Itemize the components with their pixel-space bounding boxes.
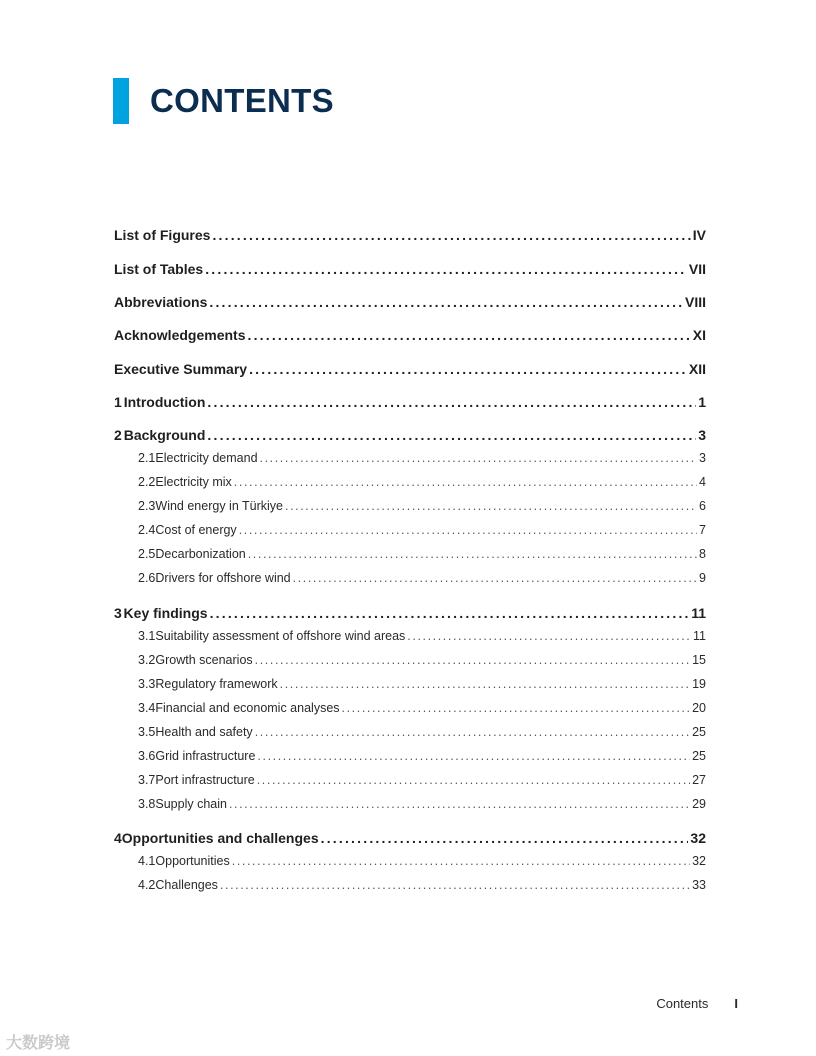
toc-entry-number: 3	[114, 605, 122, 621]
toc-entry-page: 27	[692, 773, 706, 787]
toc-subsection-entry[interactable]	[114, 797, 706, 811]
toc-entry-page: 4	[699, 475, 706, 489]
dot-leader	[229, 797, 690, 811]
toc-entry-number: 2.3	[138, 499, 156, 513]
dot-leader	[220, 878, 690, 892]
toc-section-entry[interactable]	[114, 605, 706, 621]
toc-entry-label: Drivers for offshore wind	[155, 571, 291, 585]
dot-leader	[205, 261, 687, 277]
toc-subsection-entry[interactable]	[114, 475, 706, 489]
toc-entry-number: 2.6	[138, 571, 156, 585]
dot-leader	[260, 451, 698, 465]
toc-entry-page: 8	[699, 547, 706, 561]
toc-entry-label: Supply chain	[155, 797, 227, 811]
dot-leader	[210, 605, 690, 621]
toc-entry-label: Regulatory framework	[155, 677, 278, 691]
toc-entry-number: 2.1	[138, 451, 156, 465]
toc-entry-label: Challenges	[155, 878, 218, 892]
toc-entry-page: 33	[692, 878, 706, 892]
toc-entry-label: Electricity mix	[155, 475, 232, 489]
dot-leader	[407, 629, 691, 643]
toc-entry-page: 11	[693, 629, 706, 643]
dot-leader	[248, 547, 697, 561]
toc-entry-page: 11	[691, 605, 706, 621]
dot-leader	[321, 830, 689, 846]
toc-entry-number: 2.2	[138, 475, 156, 489]
toc-entry-page: XII	[688, 361, 706, 377]
toc-entry-number: 4.1	[138, 854, 156, 868]
toc-entry-number: 2	[114, 427, 122, 443]
toc-entry-page: 32	[690, 830, 706, 846]
watermark: 大数跨境	[6, 1035, 71, 1052]
toc-entry-page: 32	[692, 854, 706, 868]
toc-subsection-entry[interactable]	[114, 878, 706, 892]
toc-entry-page: VII	[688, 261, 706, 277]
toc-entry-label: Background	[123, 427, 206, 443]
dot-leader	[207, 394, 696, 410]
toc-entry-label: Grid infrastructure	[155, 749, 256, 763]
toc-entry-label: Port infrastructure	[155, 773, 255, 787]
toc-section-entry[interactable]	[114, 394, 706, 410]
toc-entry-label: Wind energy in Türkiye	[155, 499, 283, 513]
toc-entry-page: 15	[692, 653, 706, 667]
toc-entry-page: VIII	[684, 294, 706, 310]
toc-entry-label: Financial and economic analyses	[155, 701, 340, 715]
toc-entry-page: 7	[699, 523, 706, 537]
toc-entry-page: 9	[699, 571, 706, 585]
toc-subsection-entry[interactable]	[114, 499, 706, 513]
toc-entry-number: 4.2	[138, 878, 156, 892]
toc-entry-label: Opportunities	[155, 854, 230, 868]
toc-entry-label: Suitability assessment of offshore wind areas	[155, 629, 406, 643]
toc-entry-label: Health and safety	[155, 725, 253, 739]
dot-leader	[207, 427, 696, 443]
toc-entry[interactable]	[114, 327, 706, 343]
toc-entry-label: Abbreviations	[114, 294, 208, 310]
toc-entry-label: List of Tables	[114, 261, 204, 277]
toc-section-entry[interactable]	[114, 830, 706, 846]
toc-entry-number: 3.2	[138, 653, 156, 667]
toc-subsection-entry[interactable]	[114, 854, 706, 868]
dot-leader	[239, 523, 697, 537]
toc-subsection-entry[interactable]	[114, 571, 706, 585]
toc-subsection-entry[interactable]	[114, 749, 706, 763]
dot-leader	[247, 327, 690, 343]
dot-leader	[232, 854, 690, 868]
footer-page-number: I	[734, 996, 738, 1011]
toc-entry-page: 1	[698, 394, 706, 410]
dot-leader	[255, 725, 690, 739]
page-heading	[113, 78, 334, 124]
toc-entry-page: 29	[692, 797, 706, 811]
dot-leader	[255, 653, 690, 667]
page-title: CONTENTS	[150, 82, 334, 119]
page-footer	[656, 996, 738, 1011]
dot-leader	[280, 677, 690, 691]
toc-subsection-entry[interactable]	[114, 677, 706, 691]
toc-entry-page: 3	[699, 451, 706, 465]
toc-entry-number: 3.7	[138, 773, 156, 787]
toc-entry-number: 4	[114, 830, 122, 846]
dot-leader	[285, 499, 697, 513]
toc-subsection-entry[interactable]	[114, 701, 706, 715]
dot-leader	[293, 571, 697, 585]
toc-entry-label: Decarbonization	[155, 547, 246, 561]
toc-entry[interactable]	[114, 227, 706, 243]
accent-bar	[113, 78, 129, 124]
toc-entry-page: 6	[699, 499, 706, 513]
toc-entry-label: List of Figures	[114, 227, 211, 243]
dot-leader	[209, 294, 683, 310]
toc-subsection-entry[interactable]	[114, 653, 706, 667]
dot-leader	[257, 749, 690, 763]
toc-entry[interactable]	[114, 261, 706, 277]
toc-entry-label: Acknowledgements	[114, 327, 246, 343]
toc-entry-page: 20	[692, 701, 706, 715]
toc-entry-label: Cost of energy	[155, 523, 237, 537]
toc-section-entry[interactable]	[114, 427, 706, 443]
toc-entry-page: IV	[692, 227, 706, 243]
toc-entry[interactable]	[114, 361, 706, 377]
toc-entry-page: 3	[698, 427, 706, 443]
toc-entry-number: 1	[114, 394, 122, 410]
toc-subsection-entry[interactable]	[114, 773, 706, 787]
toc-entry-number: 3.8	[138, 797, 156, 811]
toc-entry-number: 3.1	[138, 629, 156, 643]
toc-subsection-entry[interactable]	[114, 451, 706, 465]
dot-leader	[212, 227, 690, 243]
toc-entry-number: 2.4	[138, 523, 156, 537]
dot-leader	[342, 701, 691, 715]
toc-entry[interactable]	[114, 294, 706, 310]
toc-entry-label: Introduction	[123, 394, 206, 410]
toc-entry-number: 3.5	[138, 725, 156, 739]
toc-entry-number: 3.3	[138, 677, 156, 691]
toc-entry-label: Opportunities and challenges	[121, 830, 319, 846]
toc-entry-label: Executive Summary	[114, 361, 248, 377]
toc-entry-page: 25	[692, 725, 706, 739]
dot-leader	[249, 361, 687, 377]
toc-entry-page: XI	[692, 327, 706, 343]
toc-entry-page: 19	[692, 677, 706, 691]
toc-entry-number: 2.5	[138, 547, 156, 561]
toc-subsection-entry[interactable]	[114, 547, 706, 561]
toc-subsection-entry[interactable]	[114, 725, 706, 739]
toc-subsection-entry[interactable]	[114, 629, 706, 643]
dot-leader	[234, 475, 697, 489]
dot-leader	[257, 773, 690, 787]
toc-entry-number: 3.6	[138, 749, 156, 763]
toc-entry-label: Key findings	[123, 605, 208, 621]
toc-subsection-entry[interactable]	[114, 523, 706, 537]
toc-entry-page: 25	[692, 749, 706, 763]
toc-entry-number: 3.4	[138, 701, 156, 715]
toc-entry-label: Electricity demand	[155, 451, 258, 465]
footer-section-label: Contents	[656, 996, 709, 1011]
toc-entry-label: Growth scenarios	[155, 653, 253, 667]
